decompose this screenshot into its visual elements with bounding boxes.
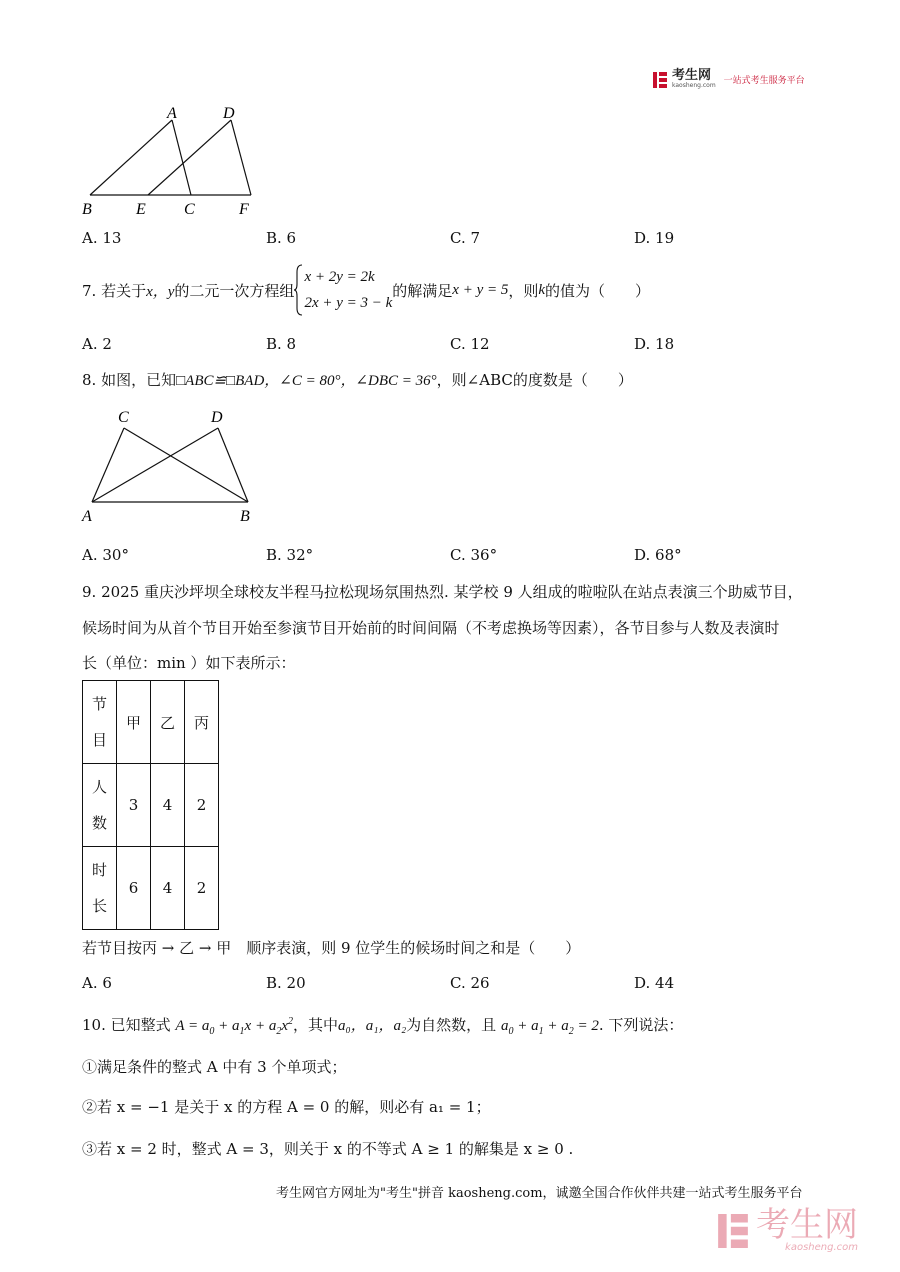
q7-cond-post: ，则 (508, 281, 539, 300)
q8-option-a: A. 30° (82, 546, 129, 564)
q10-statement-2: ②若 x = −1 是关于 x 的方程 A = 0 的解，则必有 a₁ = 1； (82, 1098, 491, 1116)
q10-stem (82, 1014, 683, 1037)
cell-duration-yi: 4 (151, 847, 185, 930)
q6-option-d: D. 19 (634, 229, 675, 247)
label-a: A (82, 508, 92, 525)
q6-option-b: B. 6 (266, 229, 297, 247)
q7-eq1: x + 2y = 2k (304, 269, 375, 285)
segment-ac (92, 428, 124, 502)
row-head-duration: 时 长 (83, 847, 117, 930)
q10-mid: ，其中 (293, 1016, 339, 1034)
q7-option-c: C. 12 (450, 335, 490, 353)
row-head-programs: 节 目 (83, 681, 117, 764)
footer-text: 考生网官方网址为"考生"拼音 kaosheng.com，诚邀全国合作伙伴共建一站式考生服务平台 (276, 1186, 803, 1201)
row-head-people: 人 数 (83, 764, 117, 847)
header-logo (652, 70, 805, 89)
cell-duration-jia: 6 (117, 847, 151, 930)
label-a: A (167, 105, 177, 122)
q7-stem (82, 264, 650, 316)
label-f: F (239, 201, 249, 218)
table-row-programs (83, 681, 219, 764)
q7-end: 的值为（ ） (545, 281, 651, 300)
label-c: C (184, 201, 195, 218)
q6-option-a: A. 13 (82, 229, 122, 247)
logo-domain: kaosheng.com (672, 82, 716, 89)
label-b: B (82, 201, 92, 218)
label-b: B (240, 508, 250, 525)
q7-mid: 的二元一次方程组 (174, 281, 295, 300)
watermark-text: 考生网 (756, 1205, 858, 1245)
q9-option-c: C. 26 (450, 974, 490, 992)
q9-option-d: D. 44 (634, 974, 675, 992)
q7-cond: x + y = 5 (452, 281, 509, 298)
q7-option-b: B. 8 (266, 335, 297, 353)
q8-angles: ，∠C = 80°，∠DBC = 36° (264, 373, 437, 389)
q10-statement-3: ③若 x = 2 时，整式 A = 3，则关于 x 的不等式 A ≥ 1 的解集是 x ≥ 0 . (82, 1140, 574, 1158)
q10-end: . 下列说法： (598, 1016, 684, 1034)
label-c: C (118, 409, 129, 426)
q9-option-b: B. 20 (266, 974, 306, 992)
label-e: E (136, 201, 146, 218)
cell-duration-bing: 2 (185, 847, 219, 930)
segment-cb (124, 428, 248, 502)
q9-program-table (82, 680, 219, 930)
cell-program-bing: 丙 (185, 681, 219, 764)
q7-equation-system (294, 264, 392, 316)
logo-slogan: 一站式考生服务平台 (723, 76, 805, 86)
segment-db (218, 428, 248, 502)
brace-icon (294, 264, 303, 316)
q10-post: 为自然数，且 (406, 1016, 497, 1034)
table-row-duration (83, 847, 219, 930)
q8-option-d: D. 68° (634, 546, 682, 564)
q10-sum: $a_0 + a_1 + a_2 = 2$ (500, 1018, 599, 1037)
q9-line3: 长（单位：min ）如下表所示： (82, 654, 296, 672)
q9-order-line: 若节目按丙 → 乙 → 甲 顺序表演，则 9 位学生的候场时间之和是（ ） (82, 939, 581, 957)
label-d: D (223, 105, 235, 122)
watermark-domain: kaosheng.com (785, 1242, 858, 1253)
watermark (716, 1205, 858, 1253)
label-d: D (211, 409, 223, 426)
q10-vars: a₀，a₁，a₂ (338, 1018, 407, 1034)
q8-prefix: 8. 如图，已知 (82, 371, 177, 389)
q7-k: k (538, 281, 546, 298)
cell-people-bing: 2 (185, 764, 219, 847)
cell-people-yi: 4 (151, 764, 185, 847)
segment-ad (92, 428, 218, 502)
cell-program-jia: 甲 (117, 681, 151, 764)
logo-name: 考生网 (672, 68, 712, 83)
q9-line1: 9. 2025 重庆沙坪坝全球校友半程马拉松现场氛围热烈. 某学校 9 人组成的啦啦队在站点表演三个助威节目， (82, 583, 803, 601)
cell-people-jia: 3 (117, 764, 151, 847)
q8-option-c: C. 36° (450, 546, 498, 564)
q7-cond-pre: 的解满足 (392, 281, 453, 300)
q8-option-b: B. 32° (266, 546, 314, 564)
q8-end: ，则∠ABC的度数是（ ） (436, 371, 633, 389)
q8-stem (82, 369, 633, 390)
q9-option-a: A. 6 (82, 974, 112, 992)
q7-option-a: A. 2 (82, 335, 112, 353)
q8-congr: □ABC≌□BAD (176, 373, 265, 389)
cell-program-yi: 乙 (151, 681, 185, 764)
figure-q8 (78, 402, 268, 530)
q7-eq2: 2x + y = 3 − k (304, 295, 393, 311)
q10-polynomial: $A = a_0 + a_1x + a_2x^2$ (175, 1016, 293, 1037)
q10-statement-1: ①满足条件的整式 A 中有 3 个单项式； (82, 1058, 347, 1076)
segment-ac (172, 120, 191, 195)
table-row-people (83, 764, 219, 847)
watermark-logo-icon (716, 1211, 750, 1251)
kaosheng-logo-icon (652, 71, 668, 89)
figure-q6 (78, 100, 268, 220)
q6-option-c: C. 7 (450, 229, 481, 247)
q7-option-d: D. 18 (634, 335, 675, 353)
q10-prefix: 10. 已知整式 (82, 1016, 171, 1034)
q7-vars: x，y (146, 283, 175, 300)
q9-line2: 候场时间为从首个节目开始至参演节目开始前的时间间隔（不考虑换场等因素），各节目参与人数及表演时 (82, 619, 780, 637)
q7-prefix: 7. 若关于 (82, 281, 147, 300)
segment-df (231, 120, 251, 195)
